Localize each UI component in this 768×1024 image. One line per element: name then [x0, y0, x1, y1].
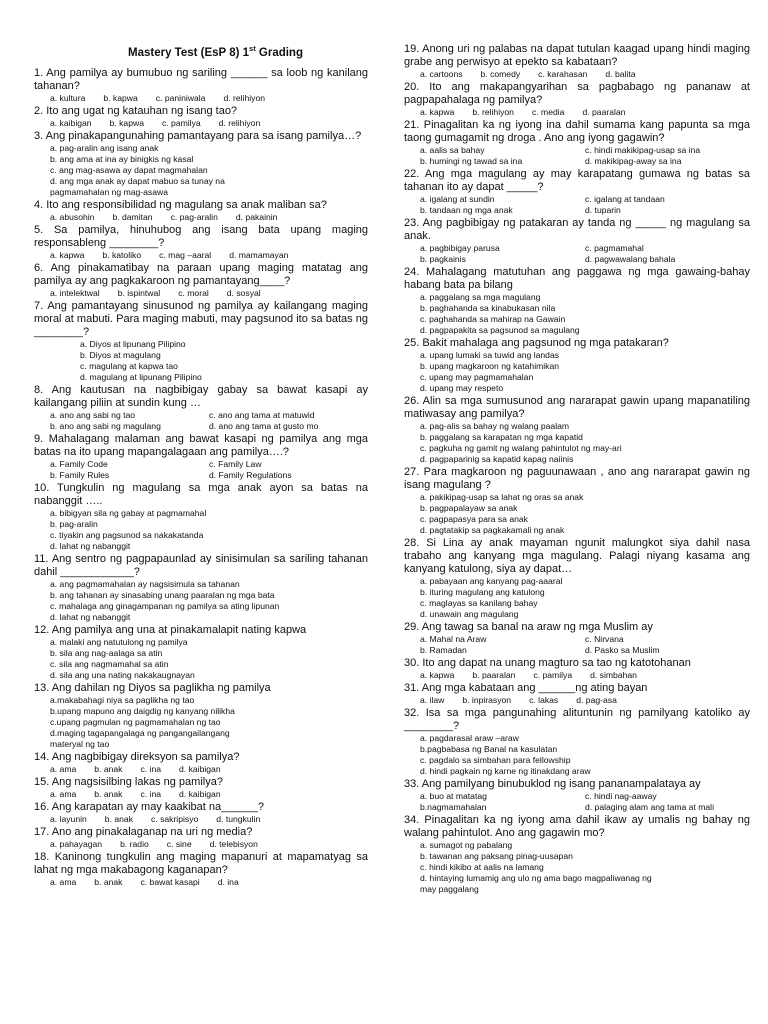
question-stem: 34. Pinagalitan ka ng iyong ama dahil ikaw ay umalis ng bahay ng walang pahintulot. Ano ang gagawin mo?: [404, 814, 750, 839]
question-item: [34, 624, 368, 681]
answer-option: c. karahasan: [538, 69, 588, 79]
answer-options: [34, 637, 368, 681]
question-stem: 29. Ang tawag sa banal na araw ng mga Muslim ay: [404, 621, 653, 633]
answer-option: b. paghahanda sa kinabukasan nila: [420, 303, 556, 313]
answer-option: a. kaibigan: [50, 118, 92, 128]
answer-option: c. mag –aaral: [159, 250, 212, 260]
question-item: [34, 682, 368, 750]
question-stem: 14. Ang nagbibigay direksyon sa pamilya?: [34, 751, 240, 763]
question-stem: 9. Mahalagang malaman ang bawat kasapi ng pamilya ang mga batas na ito upang mapangalagaan ang pamilya….?: [34, 433, 368, 458]
answer-option: c. pagpapasya para sa anak: [420, 514, 528, 524]
answer-option: c. mahalaga ang ginagampanan ng pamilya sa ating lipunan: [50, 601, 280, 611]
answer-option: d. pag-asa: [576, 695, 617, 705]
answer-option: d. relihiyon: [223, 93, 266, 103]
answer-option: d. upang may respeto: [420, 383, 504, 393]
question-stem: 19. Anong uri ng palabas na dapat tutulan kaagad upang hindi maging grabe ang perwisyo at epekto sa kabataan?: [404, 43, 750, 68]
answer-option: a. pahayagan: [50, 839, 103, 849]
question-item: [34, 130, 368, 198]
answer-option: c. ang mag-asawa ay dapat magmahalan: [50, 165, 208, 175]
question-stem: 33. Ang pamilyang binubuklod ng isang pananampalataya ay: [404, 778, 701, 790]
question-stem: 5. Sa pamilya, hinuhubog ang isang bata upang maging responsableng ________?: [34, 224, 368, 249]
question-stem: 8. Ang kautusan na nagbibigay gabay sa bawat kasapi ay kailangang piliin at sundin kung …: [34, 384, 368, 409]
answer-option: d. lahat ng nabanggit: [50, 541, 131, 551]
answer-option: c. pagmamahal: [585, 243, 644, 253]
answer-options: [34, 579, 368, 623]
answer-option: b. ispintwal: [117, 288, 161, 298]
answer-option: d. magulang at lipunang Pilipino: [80, 372, 202, 382]
answer-options: [34, 143, 368, 198]
answer-option: c. paghahanda sa mahirap na Gawain: [420, 314, 566, 324]
question-item: [34, 751, 368, 775]
answer-option: b. damitan: [112, 212, 153, 222]
answer-option: a. pagdarasal araw –araw: [420, 733, 519, 743]
question-item: [34, 105, 368, 129]
question-stem: 3. Ang pinakapangunahing pamantayang para sa isang pamilya…?: [34, 130, 362, 142]
question-stem: 1. Ang pamilya ay bumubuo ng sariling ______ sa loob ng kanilang tahanan?: [34, 67, 368, 92]
answer-option: d. unawain ang magulang: [420, 609, 519, 619]
answer-options: [34, 814, 368, 825]
answer-options: [34, 339, 368, 383]
answer-options: [34, 250, 368, 261]
question-item: [34, 384, 368, 432]
question-stem: 11. Ang sentro ng pagpapaunlad ay sinisimulan sa sariling tahanan dahil ____________?: [34, 553, 368, 578]
question-item: [404, 814, 750, 895]
answer-option: b. pagkainis: [420, 254, 466, 264]
answer-option: a. ano ang sabi ng tao: [50, 410, 136, 420]
title-tail: Grading: [255, 46, 303, 59]
answer-option: c. pagdalo sa simbahan para fellowship: [420, 755, 571, 765]
answer-option: c. moral: [178, 288, 209, 298]
question-item: [34, 482, 368, 552]
question-item: [404, 537, 750, 620]
answer-option: d.maging tagapangalaga ng pangangailangang: [50, 728, 230, 738]
question-stem: 16. Ang karapatan ay may kaakibat na______?: [34, 801, 264, 813]
answer-options: [404, 840, 750, 895]
answer-option: a. abusohin: [50, 212, 95, 222]
left-column: [34, 66, 368, 888]
answer-option: b. ituring magulang ang katulong: [420, 587, 545, 597]
answer-option: b.pagbabasa ng Banal na kasulatan: [420, 744, 558, 754]
question-stem: 2. Ito ang ugat ng katauhan ng isang tao?: [34, 105, 238, 117]
answer-option: a. upang lumaki sa tuwid ang landas: [420, 350, 560, 360]
question-item: [34, 801, 368, 825]
answer-option: c. Family Law: [209, 459, 262, 469]
answer-options: [34, 789, 368, 800]
answer-option: c. pamilya: [161, 118, 201, 128]
answer-options: [404, 107, 750, 118]
answer-options: [34, 508, 368, 552]
page-title: [128, 44, 303, 59]
answer-option: a. Family Code: [50, 459, 108, 469]
question-stem: 23. Ang pagbibigay ng patakaran ay tanda ng _____ ng magulang sa anak.: [404, 217, 750, 242]
answer-options: [404, 145, 750, 167]
answer-options: [404, 292, 750, 336]
question-stem: 22. Ang mga magulang ay may karapatang gumawa ng batas sa tahanan ito ay dapat _____?: [404, 168, 750, 193]
answer-option: d. palaging alam ang tama at mali: [585, 802, 714, 812]
question-item: [34, 776, 368, 800]
answer-option: b. anak: [104, 814, 133, 824]
answer-options: [34, 695, 368, 750]
answer-option: a. pabayaan ang kanyang pag-aaaral: [420, 576, 563, 586]
answer-options: [404, 69, 750, 80]
answer-option: d. pakainin: [235, 212, 278, 222]
answer-option: a. cartoons: [420, 69, 463, 79]
answer-option: c. ano ang tama at matuwid: [209, 410, 315, 420]
answer-option: a. bibigyan sila ng gabay at pagmamahal: [50, 508, 207, 518]
answer-option: c. magulang at kapwa tao: [80, 361, 178, 371]
answer-option: pagmamahalan ng mag-asawa: [50, 187, 168, 197]
answer-option: a. Diyos at lipunang Pilipino: [80, 339, 186, 349]
answer-options: [34, 288, 368, 299]
answer-option: b. katoliko: [102, 250, 142, 260]
question-stem: 12. Ang pamilya ang una at pinakamalapit nating kapwa: [34, 624, 307, 636]
answer-option: materyal ng tao: [50, 739, 110, 749]
title-superscript: st: [249, 44, 256, 53]
answer-option: b. anak: [94, 789, 123, 799]
question-stem: 7. Ang pamantayang sinusunod ng pamilya ay kailangang maging moral at mabuti. Para maging mabuti, may pagsunod ito sa batas ng ________?: [34, 300, 368, 338]
answer-option: b. radio: [120, 839, 149, 849]
question-item: [34, 826, 368, 850]
answer-option: b. upang magkaroon ng katahimikan: [420, 361, 560, 371]
question-item: [34, 851, 368, 888]
answer-option: d. pagwawalang bahala: [585, 254, 676, 264]
answer-options: [404, 421, 750, 465]
answer-option: c. maglayas sa kanilang bahay: [420, 598, 538, 608]
answer-option: c. pag-aralin: [170, 212, 218, 222]
answer-option: c. upang may pagmamahalan: [420, 372, 534, 382]
question-item: [34, 433, 368, 481]
answer-option: b. ang tahanan ay sinasabing unang paaralan ng mga bata: [50, 590, 275, 600]
answer-option: a. buo at matatag: [420, 791, 487, 801]
question-stem: 25. Bakit mahalaga ang pagsunod ng mga patakaran?: [404, 337, 669, 349]
answer-option: a. pagbibigay parusa: [420, 243, 500, 253]
question-stem: 4. Ito ang responsibilidad ng magulang sa anak maliban sa?: [34, 199, 327, 211]
question-item: [404, 337, 750, 394]
question-item: [404, 778, 750, 813]
answer-option: a. igalang at sundin: [420, 194, 495, 204]
answer-option: d. telebisyon: [209, 839, 258, 849]
answer-option: d. relihiyon: [218, 118, 261, 128]
answer-options: [404, 350, 750, 394]
question-item: [404, 43, 750, 80]
answer-option: d. tungkulin: [216, 814, 261, 824]
question-item: [404, 621, 750, 656]
answer-option: d. hindi pagkain ng karne ng itinakdang araw: [420, 766, 591, 776]
question-stem: 6. Ang pinakamatibay na paraan upang maging matatag ang pamilya ay ang pagkakaroon ng pamantayang____?: [34, 262, 368, 287]
question-stem: 24. Mahalagang matutuhan ang paggawa ng mga gawaing-bahay habang bata pa bilang: [404, 266, 750, 291]
answer-option: d. balita: [605, 69, 636, 79]
question-item: [404, 81, 750, 118]
answer-option: b. tandaan ng mga anak: [420, 205, 513, 215]
question-stem: 20. Ito ang makapangyarihan sa pagbabago ng pananaw at pagpapahalaga ng pamilya?: [404, 81, 750, 106]
answer-options: [34, 118, 368, 129]
question-item: [404, 168, 750, 216]
answer-option: d. pagpaparinig sa kapatid kapag naiinis: [420, 454, 574, 464]
question-stem: 18. Kaninong tungkulin ang maging mapanuri at mapamatyag sa lahat ng mga makabagong kaganapan?: [34, 851, 368, 876]
answer-option: c. sakripisyo: [151, 814, 199, 824]
right-column: [404, 42, 750, 895]
question-item: [404, 466, 750, 536]
answer-option: c. sine: [166, 839, 192, 849]
question-stem: 13. Ang dahilan ng Diyos sa paglikha ng pamilya: [34, 682, 271, 694]
answer-option: b. tawanan ang paksang pinag-uusapan: [420, 851, 573, 861]
question-item: [404, 119, 750, 167]
question-stem: 31. Ang mga kabataan ang ______ng ating bayan: [404, 682, 648, 694]
answer-option: a. pag-aralin ang isang anak: [50, 143, 159, 153]
answer-option: d. paaralan: [582, 107, 626, 117]
answer-option: may paggalang: [420, 884, 479, 894]
answer-option: d. simbahan: [590, 670, 637, 680]
question-stem: 17. Ano ang pinakalaganap na uri ng media?: [34, 826, 253, 838]
question-item: [404, 266, 750, 336]
answer-options: [34, 764, 368, 775]
question-stem: 15. Ang nagsisilbing lakas ng pamilya?: [34, 776, 223, 788]
question-item: [34, 199, 368, 223]
answer-option: c. pamilya: [533, 670, 573, 680]
answer-options: [404, 791, 750, 813]
question-item: [34, 553, 368, 623]
answer-option: d. lahat ng nabanggit: [50, 612, 131, 622]
answer-option: a. kapwa: [50, 250, 85, 260]
answer-option: c. paniniwala: [155, 93, 206, 103]
answer-option: c. lakas: [529, 695, 559, 705]
answer-options: [34, 212, 368, 223]
answer-option: a. ama: [50, 877, 77, 887]
answer-option: b. inpirasyon: [462, 695, 512, 705]
answer-option: d. ang mga anak ay dapat mabuo sa tunay na: [50, 176, 225, 186]
question-item: [404, 217, 750, 265]
answer-options: [404, 194, 750, 216]
question-stem: 32. Isa sa mga pangunahing alituntunin ng pamilyang katoliko ay ________?: [404, 707, 750, 732]
answer-option: a. malaki ang natutulong ng pamilya: [50, 637, 188, 647]
answer-option: a. ama: [50, 789, 77, 799]
answer-option: c. hindi kikibo at aalis na lamang: [420, 862, 544, 872]
answer-option: d. makikipag-away sa ina: [585, 156, 682, 166]
answer-option: d. sosyal: [226, 288, 261, 298]
question-stem: 28. Si Lina ay anak mayaman ngunit malungkot siya dahil nasa trabaho ang kanyang mga magulang. Palagi niyang kasama ang kanyang katulong, siya ay dapat…: [404, 537, 750, 575]
answer-option: b.upang mapuno ang daigdig ng kanyang nilikha: [50, 706, 235, 716]
answer-option: c. hindi makikipag-usap sa ina: [585, 145, 701, 155]
answer-option: a. kapwa: [420, 107, 455, 117]
answer-options: [34, 459, 368, 481]
answer-option: b. kapwa: [109, 118, 144, 128]
answer-option: a. Mahal na Araw: [420, 634, 487, 644]
answer-option: b. pagpapalayaw sa anak: [420, 503, 518, 513]
answer-options: [404, 733, 750, 777]
answer-options: [404, 695, 750, 706]
question-stem: 10. Tungkulin ng magulang sa mga anak ayon sa batas na nabanggit …..: [34, 482, 368, 507]
answer-option: d. mamamayan: [229, 250, 289, 260]
answer-options: [34, 93, 368, 104]
answer-option: d. pagpapakita sa pagsunod sa magulang: [420, 325, 580, 335]
answer-option: d. kaibigan: [179, 789, 221, 799]
answer-option: c. ina: [140, 764, 162, 774]
answer-option: c. sila ang nagmamahal sa atin: [50, 659, 169, 669]
question-stem: 30. Ito ang dapat na unang magturo sa tao ng katotohanan: [404, 657, 691, 669]
question-item: [404, 657, 750, 681]
answer-option: b. humingi ng tawad sa ina: [420, 156, 523, 166]
answer-option: b. Diyos at magulang: [80, 350, 161, 360]
answer-option: b. comedy: [480, 69, 521, 79]
answer-option: b. Family Rules: [50, 470, 110, 480]
answer-option: d. ina: [217, 877, 239, 887]
answer-option: b. sila ang nag-aalaga sa atin: [50, 648, 163, 658]
answer-option: a. paggalang sa mga magulang: [420, 292, 541, 302]
answer-option: a. sumagot ng pabalang: [420, 840, 513, 850]
answer-option: c. bawat kasapi: [140, 877, 200, 887]
question-stem: 21. Pinagalitan ka ng iyong ina dahil sumama kang papunta sa mga taong gumagamit ng droga . Ano ang iyong gagawin?: [404, 119, 750, 144]
answer-option: d. kaibigan: [179, 764, 221, 774]
answer-option: c. ina: [140, 789, 162, 799]
answer-option: d. pagtatakip sa pagkakamali ng anak: [420, 525, 565, 535]
answer-option: b. Ramadan: [420, 645, 467, 655]
answer-option: a. layunin: [50, 814, 87, 824]
answer-options: [404, 576, 750, 620]
answer-option: a. pag-alis sa bahay ng walang paalam: [420, 421, 570, 431]
question-item: [34, 224, 368, 261]
answer-option: c. media: [531, 107, 565, 117]
answer-option: c. igalang at tandaan: [585, 194, 665, 204]
answer-option: a. ama: [50, 764, 77, 774]
answer-option: a.makabahagi niya sa paglikha ng tao: [50, 695, 195, 705]
answer-option: d. sila ang una nating nakakaugnayan: [50, 670, 195, 680]
answer-option: c. hindi nag-aaway: [585, 791, 657, 801]
answer-options: [34, 410, 368, 432]
question-stem: 26. Alin sa mga sumusunod ang nararapat gawin upang mapanatiling matiwasay ang pamilya?: [404, 395, 750, 420]
question-item: [34, 262, 368, 299]
answer-option: a. ilaw: [420, 695, 445, 705]
answer-options: [34, 877, 368, 888]
answer-option: b. anak: [94, 764, 123, 774]
question-item: [34, 67, 368, 104]
answer-option: b. paggalang sa karapatan ng mga kapatid: [420, 432, 583, 442]
answer-option: a. ang pagmamahalan ay nagsisimula sa tahanan: [50, 579, 240, 589]
answer-option: d. Pasko sa Muslim: [585, 645, 660, 655]
answer-option: a. intelektwal: [50, 288, 100, 298]
question-item: [404, 682, 750, 706]
answer-option: c. pagkuha ng gamit ng walang pahintulot ng may-ari: [420, 443, 622, 453]
answer-option: d. hintaying lumamig ang ulo ng ama bago magpaliwanag ng: [420, 873, 652, 883]
answer-option: c. Nirvana: [585, 634, 624, 644]
question-item: [404, 707, 750, 777]
answer-options: [404, 670, 750, 681]
answer-option: c. tiyakin ang pagsunod sa nakakatanda: [50, 530, 204, 540]
answer-option: d. ano ang tama at gusto mo: [209, 421, 319, 431]
title-text: Mastery Test (EsP 8) 1: [128, 46, 250, 59]
answer-option: b. relihiyon: [472, 107, 514, 117]
answer-options: [34, 839, 368, 850]
answer-option: c.upang pagmulan ng pagmamahalan ng tao: [50, 717, 221, 727]
answer-option: a. kultura: [50, 93, 86, 103]
question-stem: 27. Para magkaroon ng paguunawaan , ano ang nararapat gawin ng isang magulang ?: [404, 466, 750, 491]
answer-option: d. tuparin: [585, 205, 621, 215]
answer-options: [404, 634, 750, 656]
answer-option: b. anak: [94, 877, 123, 887]
answer-option: b. ang ama at ina ay binigkis ng kasal: [50, 154, 194, 164]
question-item: [34, 300, 368, 383]
answer-option: b. ano ang sabi ng magulang: [50, 421, 161, 431]
answer-option: b. paaralan: [472, 670, 516, 680]
answer-options: [404, 492, 750, 536]
answer-option: a. kapwa: [420, 670, 455, 680]
answer-options: [404, 243, 750, 265]
answer-option: b. pag-aralin: [50, 519, 98, 529]
question-item: [404, 395, 750, 465]
answer-option: d. Family Regulations: [209, 470, 292, 480]
answer-option: a. pakikipag-usap sa lahat ng oras sa anak: [420, 492, 584, 502]
answer-option: b.nagmamahalan: [420, 802, 487, 812]
answer-option: a. aalis sa bahay: [420, 145, 485, 155]
answer-option: b. kapwa: [103, 93, 138, 103]
